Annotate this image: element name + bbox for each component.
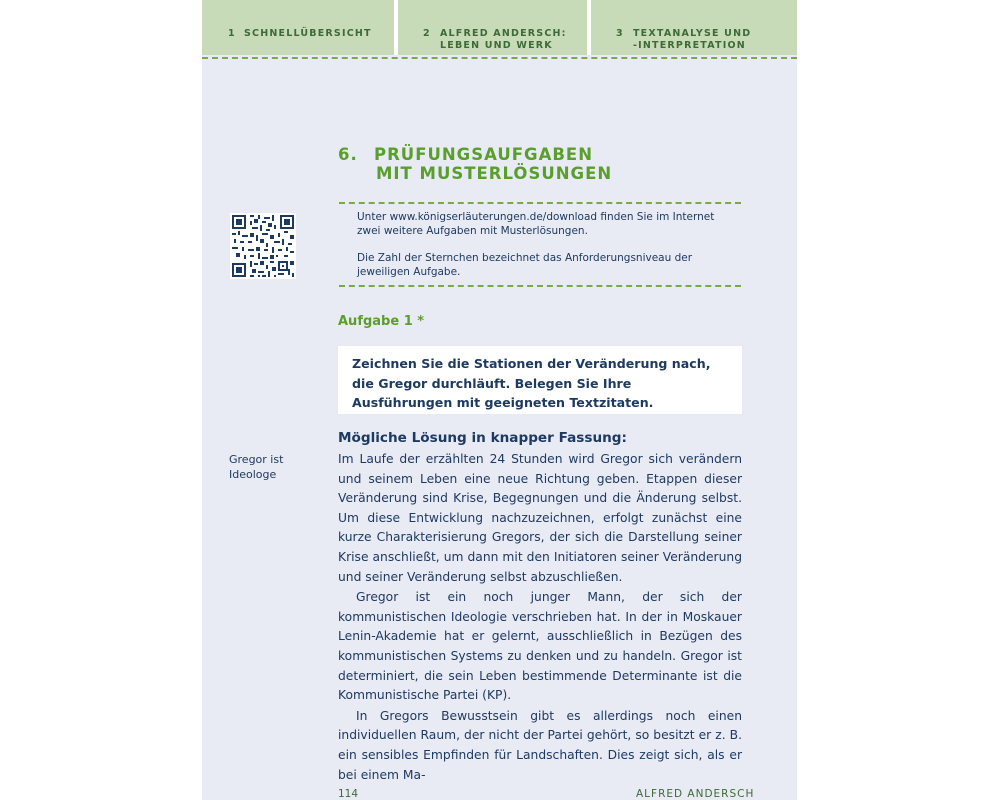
tab-schnelluebersicht[interactable] — [202, 0, 394, 55]
page-number: 114 — [338, 788, 359, 800]
difficulty-info: Die Zahl der Sternchen bezeichnet das Anforderungsniveau der jeweiligen Aufgabe. — [357, 252, 693, 278]
tab-number: 1 — [228, 28, 236, 39]
tab-label: SCHNELLÜBERSICHT — [244, 28, 372, 39]
tab-number: 3 — [616, 28, 624, 39]
task-heading: Aufgabe 1 * — [338, 314, 425, 329]
running-title: ALFRED ANDERSCH — [636, 788, 755, 800]
solution-heading: Mögliche Lösung in knapper Fassung: — [338, 430, 627, 446]
divider-bottom — [339, 285, 741, 287]
task-box — [338, 346, 742, 414]
solution-body — [338, 450, 742, 785]
tabs-divider — [202, 57, 797, 59]
chapter-tabs — [202, 0, 797, 55]
divider-top — [339, 202, 741, 204]
download-info: Unter www.königserläuterungen.de/download finden Sie im Internet zwei weitere Aufgaben mit Musterlösungen. — [357, 211, 715, 237]
margin-note: Gregor ist Ideologe — [229, 453, 284, 481]
tab-leben-und-werk[interactable] — [398, 0, 587, 55]
solution-paragraph: In Gregors Bewusstsein gibt es allerdings noch einen individuellen Raum, der nicht der Partei gehört, so besitzt er z. B. ein sensibles Empfinden für Landschaften. Dies zeigt sich, als er bei einem Ma- — [338, 708, 742, 782]
book-page — [202, 0, 797, 800]
tab-label: TEXTANALYSE UND -INTERPRETATION — [633, 28, 752, 51]
chapter-title-line-1: PRÜFUNGSAUFGABEN — [374, 145, 594, 164]
chapter-title-line-2: MIT MUSTERLÖSUNGEN — [376, 164, 613, 183]
task-text: Zeichnen Sie die Stationen der Veränderung nach, die Gregor durchläuft. Belegen Sie Ihre Ausführungen mit geeigneten Textzitaten. — [352, 356, 711, 410]
tab-textanalyse[interactable] — [591, 0, 797, 55]
tab-number: 2 — [423, 28, 431, 39]
qr-code-icon[interactable] — [230, 213, 296, 279]
solution-paragraph: Im Laufe der erzählten 24 Stunden wird Gregor sich verändern und seinem Leben eine neue Richtung geben. Etappen dieser Veränderung sind Krise, Begegnungen und die Änderung selbst. Um diese Entwicklung nachzuzeichnen, erfolgt zunächst eine kurze Charakterisierung Gregors, der sich die Darstellung seiner Krise anschließt, um dann mit den Initiatoren seiner Veränderung und seiner Veränderung selbst abzuschließen. — [338, 452, 742, 584]
chapter-number: 6. — [338, 145, 358, 164]
solution-paragraph: Gregor ist ein noch junger Mann, der sich der kommunistischen Ideologie verschrieben hat. In der in Moskauer Lenin-Akademie hat er gelernt, ausschließlich in Bezügen des kommunistischen Systems zu denken und zu handeln. Gregor ist determiniert, die sein Leben bestimmende Determinante ist die Kommunistische Partei (KP). — [338, 590, 742, 703]
tab-label: ALFRED ANDERSCH: LEBEN UND WERK — [440, 28, 567, 51]
